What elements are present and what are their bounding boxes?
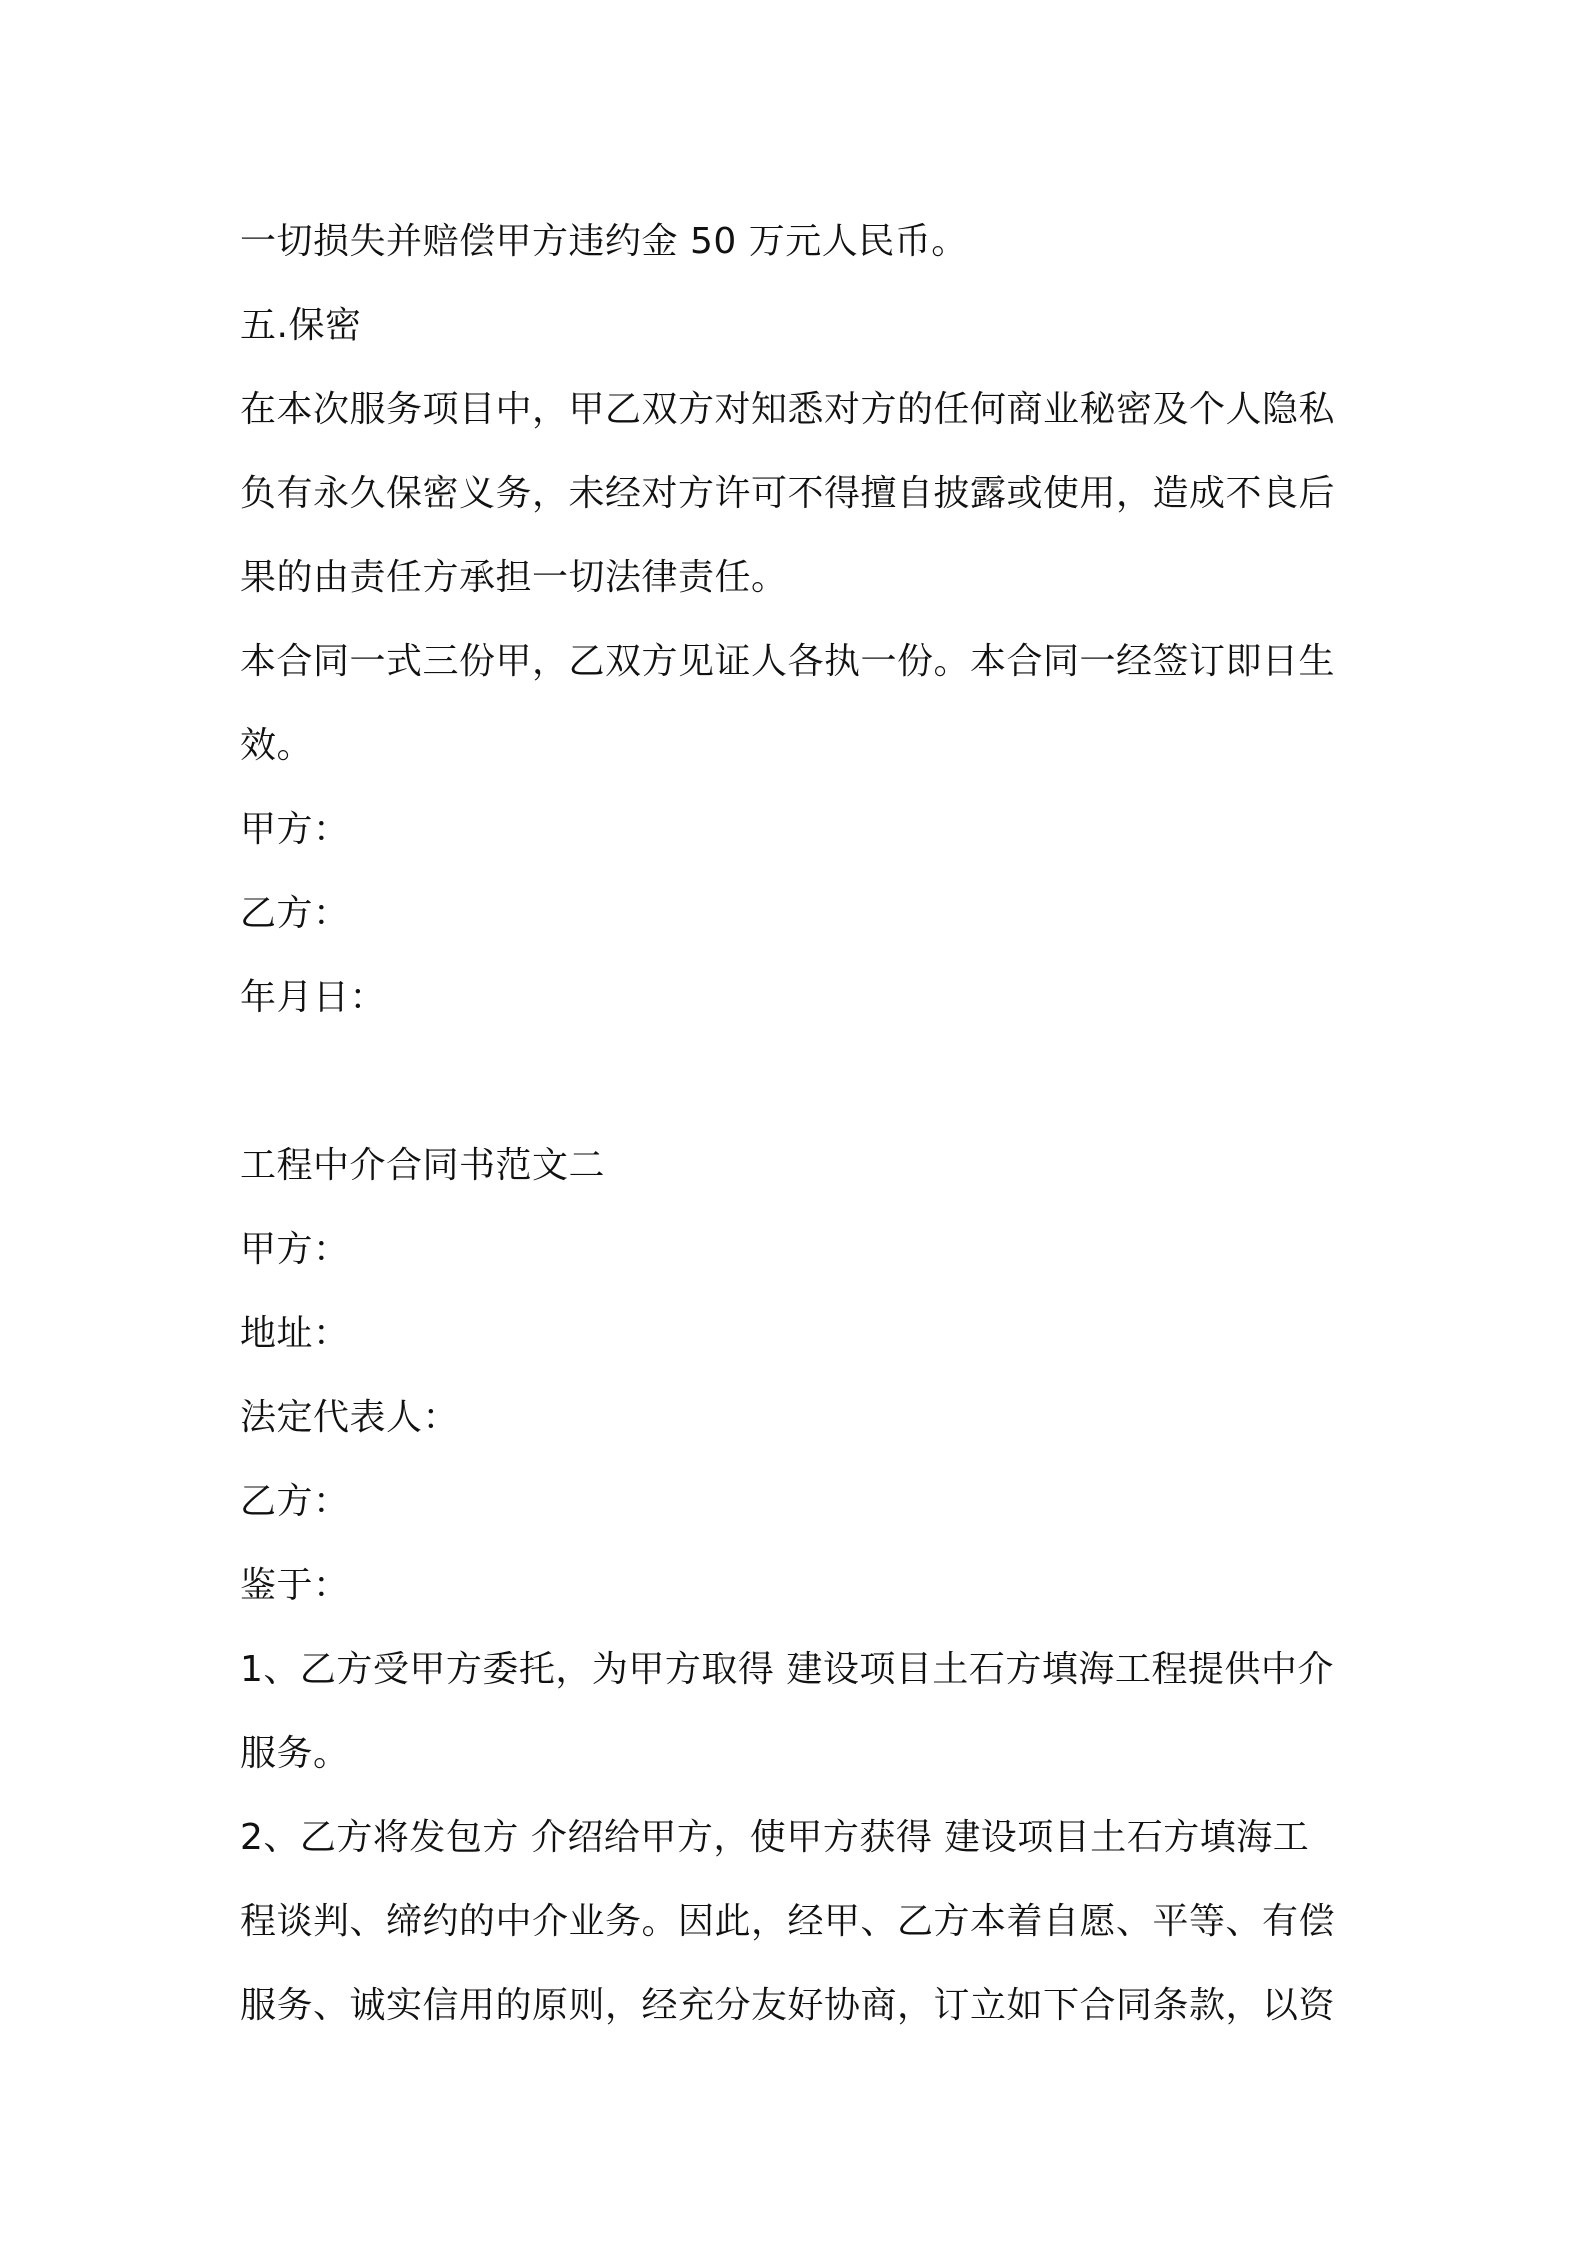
text-line: 程谈判、缔约的中介业务。因此，经甲、乙方本着自愿、平等、有偿	[240, 1901, 1336, 1942]
text-line: 一切损失并赔偿甲方违约金 50 万元人民币。	[240, 221, 968, 262]
date-label: 年月日：	[240, 977, 387, 1018]
party-b-label: 乙方：	[240, 1481, 350, 1522]
text-line: 效。	[240, 725, 314, 766]
text-line: 1、乙方受甲方委托，为甲方取得 建设项目土石方填海工程提供中介	[240, 1649, 1334, 1690]
address-label: 地址：	[240, 1313, 350, 1354]
text-line: 负有永久保密义务，未经对方许可不得擅自披露或使用，造成不良后	[240, 473, 1336, 514]
section-heading-confidentiality: 五.保密	[240, 305, 362, 346]
legal-representative-label: 法定代表人：	[240, 1397, 460, 1438]
section-spacer	[240, 1040, 1360, 1124]
text-line: 本合同一式三份甲，乙双方见证人各执一份。本合同一经签订即日生	[240, 641, 1336, 682]
party-b-label: 乙方：	[240, 893, 350, 934]
section-title: 工程中介合同书范文二	[240, 1145, 606, 1186]
party-a-label: 甲方：	[240, 1229, 350, 1270]
text-line: 服务、诚实信用的原则，经充分友好协商，订立如下合同条款，以资	[240, 1985, 1336, 2026]
whereas-label: 鉴于：	[240, 1565, 350, 1606]
text-line: 果的由责任方承担一切法律责任。	[240, 557, 788, 598]
text-line: 2、乙方将发包方 介绍给甲方，使甲方获得 建设项目土石方填海工	[240, 1817, 1310, 1858]
text-line: 在本次服务项目中，甲乙双方对知悉对方的任何商业秘密及个人隐私	[240, 389, 1336, 430]
text-line: 服务。	[240, 1733, 350, 1774]
party-a-label: 甲方：	[240, 809, 350, 850]
document-page	[240, 200, 1360, 2048]
